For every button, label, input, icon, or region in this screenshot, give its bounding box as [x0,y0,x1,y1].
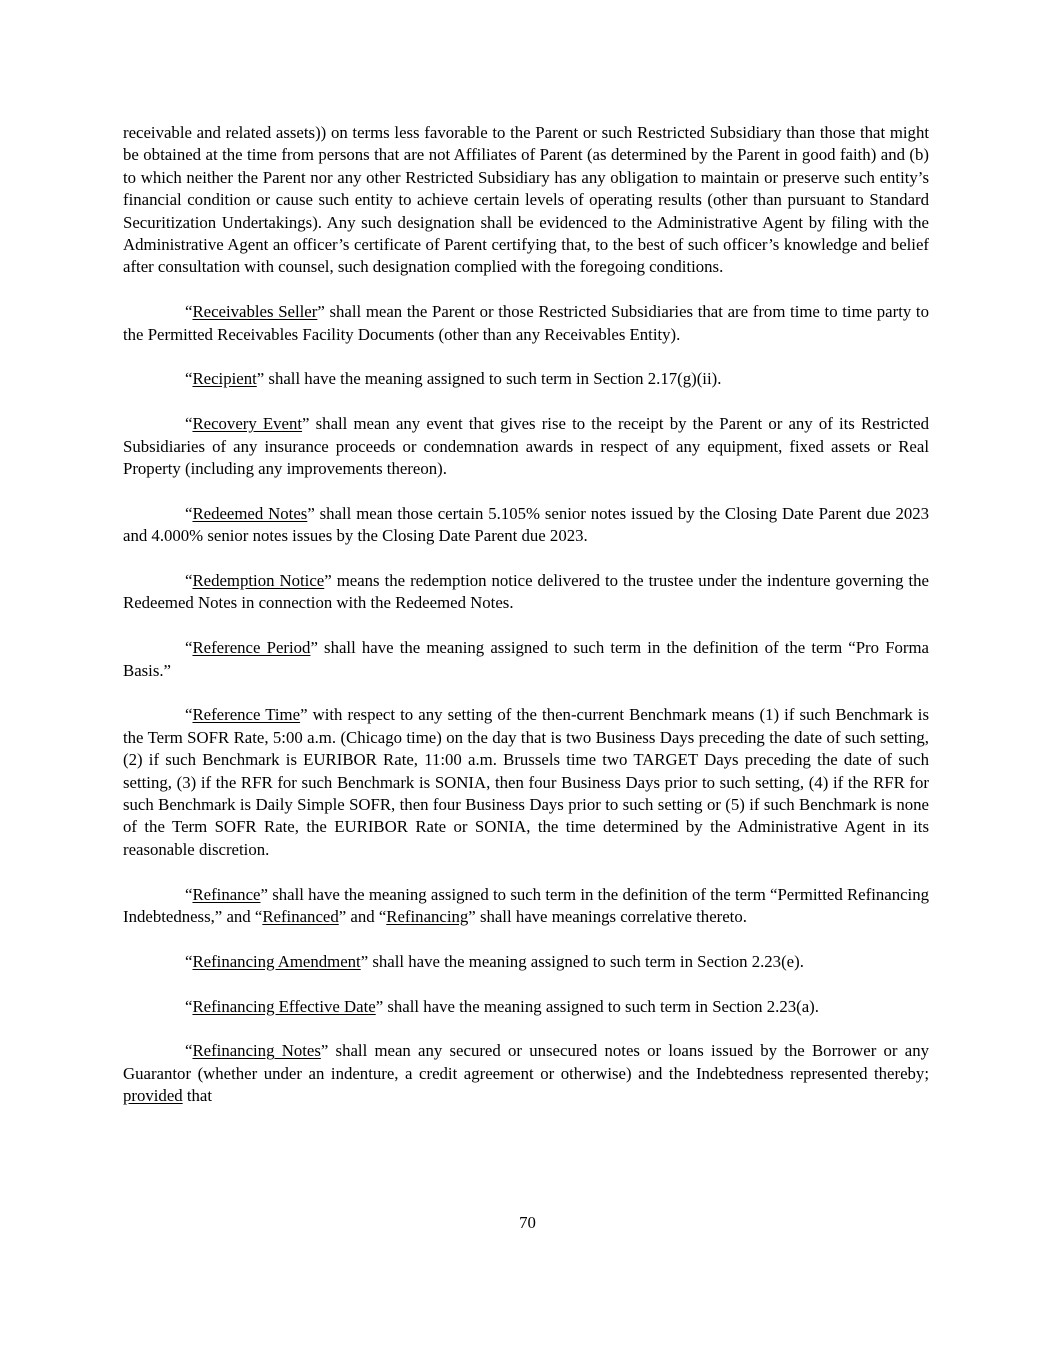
text-run: “ [185,705,193,725]
defined-term: Refinancing Effective Date [192,996,376,1016]
text-run: ” shall mean those certain 5.105% senior notes issued by the Closing Date Parent due 2023 and 4.000% senior notes issues by the Closing Date Parent due 2023. [123,503,930,546]
text-run: ” shall mean any event that gives rise to the receipt by the Parent or any of its Restricted Subsidiaries of any insurance proceeds or condemnation awards in respect of any equipment, fixed assets or Real Property (including any improvements thereon). [123,414,929,479]
defined-term: Refinancing Amendment [192,951,361,971]
defined-term: Reference Time [192,705,301,725]
defined-term: Refinance [192,884,261,904]
paragraph [123,413,929,480]
defined-term: Recovery Event [192,414,303,434]
text-run: “ [185,996,193,1016]
text-run: ” shall mean the Parent or those Restricted Subsidiaries that are from time to time party to the Permitted Receivables Facility Documents (other than any Receivables Entity). [123,302,929,344]
paragraph [123,1040,929,1107]
text-run: ” shall have the meaning assigned to such term in the definition of the term “Pro Forma Basis.” [123,638,930,680]
paragraph [123,122,929,279]
text-run: ” with respect to any setting of the then-current Benchmark means (1) if such Benchmark is the Term SOFR Rate, 5:00 a.m. (Chicago time) on the day that is two Business Days preceding the date of such setting, (2) if such Benchmark is EURIBOR Rate, 11:00 a.m. Brussels time two TARGET Days preceding the date of such setting, (3) if the RFR for such Benchmark is SONIA, then four Business Days prior to such setting, (4) if the RFR for such Benchmark is Daily Simple SOFR, then four Business Days prior to such setting or (5) if such Benchmark is none of the Term SOFR Rate, the EURIBOR Rate or SONIA, the time determined by the Administrative Agent in its reasonable discretion. [123,705,929,859]
text-run: “ [185,369,193,389]
text-run: ” shall have the meaning assigned to such term in Section 2.17(g)(ii). [256,369,722,389]
page-number: 70 [519,1213,536,1232]
paragraph [123,996,929,1018]
text-run: ” and “ [338,907,387,927]
defined-term: Refinancing Notes [192,1041,321,1061]
text-run: receivable and related assets)) on terms less favorable to the Parent or such Restricted Subsidiary than those that might be obtained at the time from persons that are not Affiliates of Parent (as determined by the Parent in good faith) and (b) to which neither the Parent nor any other Restricted Subsidiary has any obligation to maintain or preserve such entity’s financial condition or cause such entity to achieve certain levels of operating results (other than pursuant to Standard Securitization Undertakings). Any such designation shall be evidenced to the Administrative Agent by filing with the Administrative Agent an officer’s certificate of Parent certifying that, to the best of such officer’s knowledge and belief after consultation with counsel, such designation complied with the foregoing conditions. [123,123,929,277]
text-run: “ [185,414,193,434]
defined-term: Redemption Notice [192,571,325,591]
defined-term: Receivables Seller [192,302,318,322]
text-run: “ [185,884,193,904]
text-run: ” shall mean any secured or unsecured notes or loans issued by the Borrower or any Guarantor (whether under an indenture, a credit agreement or otherwise) and the Indebtedness represented thereby; [123,1041,929,1083]
defined-term: Refinancing [386,907,469,927]
text-run: ” shall have the meaning assigned to such term in Section 2.23(e). [360,951,804,971]
text-run: “ [185,302,193,322]
paragraph [123,704,929,861]
text-run: “ [185,1041,193,1061]
defined-term: Reference Period [192,638,311,658]
text-run: ” shall have the meaning assigned to such term in Section 2.23(a). [375,996,819,1016]
text-run: “ [185,951,193,971]
defined-term: Redeemed Notes [192,503,308,523]
paragraph [123,951,929,973]
text-run: “ [185,571,193,591]
paragraph [123,884,929,929]
text-run: “ [185,503,193,523]
text-run: ” means the redemption notice delivered to the trustee under the indenture governing the Redeemed Notes in connection with the Redeemed Notes. [123,571,929,613]
defined-term: provided [123,1086,183,1106]
paragraph [123,503,929,548]
document-body [123,122,929,1108]
defined-term: Refinanced [262,907,339,927]
text-run: ” shall have the meaning assigned to such term in the definition of the term “Permitted Refinancing Indebtedness,” and “ [123,884,929,927]
defined-term: Recipient [192,369,257,389]
paragraph [123,368,929,390]
paragraph [123,570,929,615]
text-run: ” shall have meanings correlative thereto. [468,907,747,927]
text-run: “ [185,638,193,658]
paragraph [123,301,929,346]
text-run: that [182,1086,213,1106]
paragraph [123,637,929,682]
